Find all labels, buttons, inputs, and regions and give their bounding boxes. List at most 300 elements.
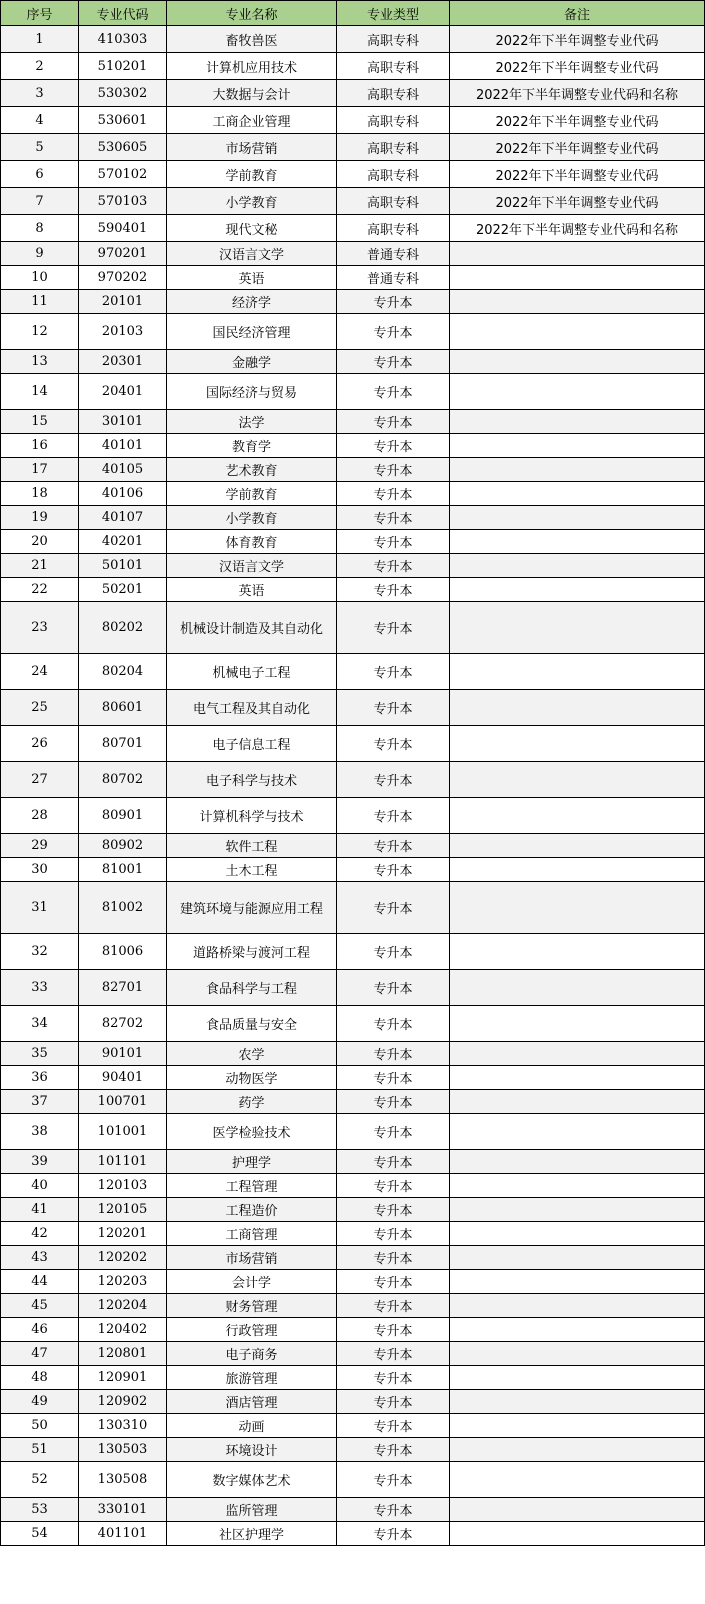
row-name: 大数据与会计 [167, 80, 337, 107]
row-seq: 4 [1, 107, 79, 134]
row-type: 专升本 [337, 834, 450, 858]
table-row [1, 1270, 705, 1294]
row-name: 土木工程 [167, 858, 337, 882]
row-seq: 41 [1, 1198, 79, 1222]
row-code: 570102 [79, 161, 167, 188]
table-row [1, 458, 705, 482]
row-type: 专升本 [337, 726, 450, 762]
row-type: 专升本 [337, 482, 450, 506]
row-name: 动物医学 [167, 1066, 337, 1090]
table-row [1, 53, 705, 80]
row-note: 2022年下半年调整专业代码 [450, 107, 705, 134]
row-code: 20103 [79, 314, 167, 350]
row-seq: 32 [1, 934, 79, 970]
row-type: 专升本 [337, 314, 450, 350]
row-seq: 31 [1, 882, 79, 934]
row-type: 高职专科 [337, 161, 450, 188]
row-seq: 12 [1, 314, 79, 350]
table-row [1, 1246, 705, 1270]
row-type: 专升本 [337, 1246, 450, 1270]
row-code: 101101 [79, 1150, 167, 1174]
row-name: 电气工程及其自动化 [167, 690, 337, 726]
row-seq: 17 [1, 458, 79, 482]
row-name: 经济学 [167, 290, 337, 314]
row-type: 专升本 [337, 1414, 450, 1438]
row-type: 高职专科 [337, 215, 450, 242]
row-code: 90401 [79, 1066, 167, 1090]
row-note [450, 654, 705, 690]
row-name: 汉语言文学 [167, 554, 337, 578]
row-code: 40107 [79, 506, 167, 530]
row-note [450, 1270, 705, 1294]
row-code: 120103 [79, 1174, 167, 1198]
table-header [1, 1, 705, 26]
row-type: 专升本 [337, 1390, 450, 1414]
row-note [450, 834, 705, 858]
header-note: 备注 [450, 1, 705, 26]
row-type: 专升本 [337, 1342, 450, 1366]
row-name: 电子商务 [167, 1342, 337, 1366]
row-type: 专升本 [337, 882, 450, 934]
row-note [450, 1174, 705, 1198]
row-type: 专升本 [337, 1366, 450, 1390]
row-note: 2022年下半年调整专业代码 [450, 188, 705, 215]
row-code: 120202 [79, 1246, 167, 1270]
row-type: 高职专科 [337, 134, 450, 161]
row-type: 专升本 [337, 434, 450, 458]
row-name: 道路桥梁与渡河工程 [167, 934, 337, 970]
row-type: 专升本 [337, 1174, 450, 1198]
row-type: 专升本 [337, 1438, 450, 1462]
header-name: 专业名称 [167, 1, 337, 26]
table-row [1, 882, 705, 934]
row-seq: 50 [1, 1414, 79, 1438]
row-type: 专升本 [337, 458, 450, 482]
row-name: 学前教育 [167, 482, 337, 506]
header-type: 专业类型 [337, 1, 450, 26]
row-seq: 46 [1, 1318, 79, 1342]
row-code: 80601 [79, 690, 167, 726]
row-seq: 1 [1, 26, 79, 53]
row-code: 530605 [79, 134, 167, 161]
row-note [450, 858, 705, 882]
row-name: 社区护理学 [167, 1522, 337, 1546]
row-type: 专升本 [337, 762, 450, 798]
row-type: 专升本 [337, 1318, 450, 1342]
row-name: 现代文秘 [167, 215, 337, 242]
row-code: 130508 [79, 1462, 167, 1498]
row-name: 艺术教育 [167, 458, 337, 482]
row-type: 专升本 [337, 858, 450, 882]
row-note [450, 314, 705, 350]
row-code: 970201 [79, 242, 167, 266]
row-type: 专升本 [337, 934, 450, 970]
row-seq: 36 [1, 1066, 79, 1090]
row-name: 食品科学与工程 [167, 970, 337, 1006]
table-row [1, 1414, 705, 1438]
row-seq: 15 [1, 410, 79, 434]
table-row [1, 188, 705, 215]
row-name: 小学教育 [167, 188, 337, 215]
row-seq: 54 [1, 1522, 79, 1546]
row-code: 130310 [79, 1414, 167, 1438]
row-note [450, 1414, 705, 1438]
table-row [1, 506, 705, 530]
row-note [450, 1090, 705, 1114]
row-note [450, 1066, 705, 1090]
row-name: 会计学 [167, 1270, 337, 1294]
row-seq: 23 [1, 602, 79, 654]
row-note [450, 934, 705, 970]
row-code: 570103 [79, 188, 167, 215]
header-code: 专业代码 [79, 1, 167, 26]
row-name: 环境设计 [167, 1438, 337, 1462]
row-seq: 3 [1, 80, 79, 107]
row-name: 教育学 [167, 434, 337, 458]
row-seq: 24 [1, 654, 79, 690]
row-code: 81006 [79, 934, 167, 970]
row-seq: 44 [1, 1270, 79, 1294]
row-seq: 34 [1, 1006, 79, 1042]
row-type: 专升本 [337, 1270, 450, 1294]
row-name: 财务管理 [167, 1294, 337, 1318]
row-type: 专升本 [337, 350, 450, 374]
table-row [1, 1042, 705, 1066]
row-code: 120203 [79, 1270, 167, 1294]
table-row [1, 1462, 705, 1498]
table-row [1, 1498, 705, 1522]
table-row [1, 410, 705, 434]
row-note [450, 242, 705, 266]
row-note [450, 482, 705, 506]
row-name: 药学 [167, 1090, 337, 1114]
row-code: 120901 [79, 1366, 167, 1390]
row-name: 工程管理 [167, 1174, 337, 1198]
row-code: 20301 [79, 350, 167, 374]
row-seq: 45 [1, 1294, 79, 1318]
row-code: 40105 [79, 458, 167, 482]
row-note [450, 1462, 705, 1498]
row-code: 30101 [79, 410, 167, 434]
table-row [1, 1066, 705, 1090]
row-type: 专升本 [337, 506, 450, 530]
row-note: 2022年下半年调整专业代码 [450, 134, 705, 161]
row-code: 80901 [79, 798, 167, 834]
row-seq: 48 [1, 1366, 79, 1390]
table-row [1, 970, 705, 1006]
row-note [450, 374, 705, 410]
row-code: 50101 [79, 554, 167, 578]
row-seq: 9 [1, 242, 79, 266]
row-note [450, 578, 705, 602]
row-code: 120902 [79, 1390, 167, 1414]
table-row [1, 1294, 705, 1318]
table-row [1, 1150, 705, 1174]
row-name: 小学教育 [167, 506, 337, 530]
row-name: 计算机应用技术 [167, 53, 337, 80]
row-code: 590401 [79, 215, 167, 242]
row-name: 护理学 [167, 1150, 337, 1174]
row-name: 学前教育 [167, 161, 337, 188]
row-name: 电子科学与技术 [167, 762, 337, 798]
row-name: 英语 [167, 266, 337, 290]
row-note [450, 290, 705, 314]
row-type: 专升本 [337, 1042, 450, 1066]
row-name: 软件工程 [167, 834, 337, 858]
row-type: 专升本 [337, 970, 450, 1006]
row-note [450, 350, 705, 374]
row-name: 机械设计制造及其自动化 [167, 602, 337, 654]
table-row [1, 602, 705, 654]
row-note [450, 726, 705, 762]
table-row [1, 107, 705, 134]
row-code: 120402 [79, 1318, 167, 1342]
row-code: 50201 [79, 578, 167, 602]
row-type: 专升本 [337, 1462, 450, 1498]
row-note [450, 602, 705, 654]
row-name: 体育教育 [167, 530, 337, 554]
row-name: 市场营销 [167, 134, 337, 161]
row-note [450, 554, 705, 578]
row-note [450, 1150, 705, 1174]
row-note [450, 1294, 705, 1318]
row-note [450, 506, 705, 530]
row-note [450, 970, 705, 1006]
row-name: 数字媒体艺术 [167, 1462, 337, 1498]
row-code: 82702 [79, 1006, 167, 1042]
row-note: 2022年下半年调整专业代码和名称 [450, 80, 705, 107]
row-name: 国民经济管理 [167, 314, 337, 350]
table-row [1, 858, 705, 882]
row-code: 120204 [79, 1294, 167, 1318]
table-row [1, 161, 705, 188]
row-code: 20401 [79, 374, 167, 410]
row-note [450, 1246, 705, 1270]
row-type: 专升本 [337, 654, 450, 690]
row-note [450, 1522, 705, 1546]
row-note [450, 1342, 705, 1366]
row-note [450, 1006, 705, 1042]
row-seq: 20 [1, 530, 79, 554]
row-note [450, 530, 705, 554]
row-seq: 8 [1, 215, 79, 242]
row-seq: 37 [1, 1090, 79, 1114]
row-seq: 33 [1, 970, 79, 1006]
row-name: 国际经济与贸易 [167, 374, 337, 410]
row-code: 970202 [79, 266, 167, 290]
table-row [1, 374, 705, 410]
table-row [1, 554, 705, 578]
row-type: 专升本 [337, 602, 450, 654]
row-type: 专升本 [337, 410, 450, 434]
row-note [450, 1222, 705, 1246]
table-row [1, 1222, 705, 1246]
row-seq: 47 [1, 1342, 79, 1366]
row-type: 专升本 [337, 1150, 450, 1174]
row-note [450, 1114, 705, 1150]
row-seq: 42 [1, 1222, 79, 1246]
row-note [450, 1438, 705, 1462]
row-name: 汉语言文学 [167, 242, 337, 266]
row-code: 120801 [79, 1342, 167, 1366]
table-row [1, 654, 705, 690]
row-code: 80701 [79, 726, 167, 762]
row-seq: 51 [1, 1438, 79, 1462]
row-name: 电子信息工程 [167, 726, 337, 762]
row-code: 120105 [79, 1198, 167, 1222]
row-seq: 10 [1, 266, 79, 290]
row-note [450, 1390, 705, 1414]
row-name: 市场营销 [167, 1246, 337, 1270]
row-code: 82701 [79, 970, 167, 1006]
row-note [450, 882, 705, 934]
row-type: 专升本 [337, 374, 450, 410]
row-name: 工商管理 [167, 1222, 337, 1246]
row-type: 专升本 [337, 1222, 450, 1246]
row-name: 动画 [167, 1414, 337, 1438]
row-code: 101001 [79, 1114, 167, 1150]
row-seq: 19 [1, 506, 79, 530]
table-row [1, 690, 705, 726]
row-name: 法学 [167, 410, 337, 434]
row-code: 330101 [79, 1498, 167, 1522]
row-code: 81002 [79, 882, 167, 934]
table-row [1, 578, 705, 602]
row-type: 专升本 [337, 1090, 450, 1114]
row-code: 20101 [79, 290, 167, 314]
row-note [450, 458, 705, 482]
table-row [1, 134, 705, 161]
row-name: 旅游管理 [167, 1366, 337, 1390]
row-code: 40101 [79, 434, 167, 458]
row-seq: 7 [1, 188, 79, 215]
row-type: 专升本 [337, 1498, 450, 1522]
row-name: 英语 [167, 578, 337, 602]
row-seq: 52 [1, 1462, 79, 1498]
row-seq: 49 [1, 1390, 79, 1414]
table-row [1, 1174, 705, 1198]
row-name: 工商企业管理 [167, 107, 337, 134]
table-row [1, 1114, 705, 1150]
row-code: 80202 [79, 602, 167, 654]
row-type: 专升本 [337, 290, 450, 314]
row-type: 高职专科 [337, 53, 450, 80]
row-seq: 53 [1, 1498, 79, 1522]
row-seq: 11 [1, 290, 79, 314]
row-code: 120201 [79, 1222, 167, 1246]
table-body [1, 26, 705, 1546]
row-type: 专升本 [337, 530, 450, 554]
row-seq: 26 [1, 726, 79, 762]
row-seq: 25 [1, 690, 79, 726]
row-seq: 22 [1, 578, 79, 602]
row-seq: 27 [1, 762, 79, 798]
row-name: 医学检验技术 [167, 1114, 337, 1150]
table-row [1, 1006, 705, 1042]
table-row [1, 1198, 705, 1222]
row-type: 高职专科 [337, 107, 450, 134]
table-row [1, 434, 705, 458]
row-note: 2022年下半年调整专业代码 [450, 53, 705, 80]
row-note [450, 1198, 705, 1222]
row-seq: 39 [1, 1150, 79, 1174]
row-code: 530302 [79, 80, 167, 107]
row-type: 专升本 [337, 554, 450, 578]
table-row [1, 1342, 705, 1366]
row-seq: 29 [1, 834, 79, 858]
row-code: 90101 [79, 1042, 167, 1066]
row-name: 食品质量与安全 [167, 1006, 337, 1042]
row-name: 计算机科学与技术 [167, 798, 337, 834]
row-code: 130503 [79, 1438, 167, 1462]
row-type: 专升本 [337, 578, 450, 602]
row-seq: 28 [1, 798, 79, 834]
row-seq: 14 [1, 374, 79, 410]
row-type: 专升本 [337, 1198, 450, 1222]
row-code: 40201 [79, 530, 167, 554]
row-type: 高职专科 [337, 188, 450, 215]
row-name: 行政管理 [167, 1318, 337, 1342]
row-type: 高职专科 [337, 26, 450, 53]
row-seq: 35 [1, 1042, 79, 1066]
row-name: 畜牧兽医 [167, 26, 337, 53]
header-seq: 序号 [1, 1, 79, 26]
row-note: 2022年下半年调整专业代码 [450, 161, 705, 188]
row-type: 专升本 [337, 1006, 450, 1042]
header-row [1, 1, 705, 26]
row-code: 410303 [79, 26, 167, 53]
row-type: 专升本 [337, 1294, 450, 1318]
table-row [1, 1366, 705, 1390]
table-row [1, 266, 705, 290]
row-type: 专升本 [337, 1522, 450, 1546]
row-code: 401101 [79, 1522, 167, 1546]
row-note [450, 798, 705, 834]
table-row [1, 314, 705, 350]
row-seq: 6 [1, 161, 79, 188]
table-row [1, 482, 705, 506]
table-row [1, 798, 705, 834]
row-seq: 2 [1, 53, 79, 80]
row-note [450, 1042, 705, 1066]
row-code: 80204 [79, 654, 167, 690]
table-row [1, 934, 705, 970]
row-note [450, 410, 705, 434]
row-type: 普通专科 [337, 242, 450, 266]
row-code: 530601 [79, 107, 167, 134]
row-note [450, 1366, 705, 1390]
table-row [1, 242, 705, 266]
row-name: 监所管理 [167, 1498, 337, 1522]
row-name: 酒店管理 [167, 1390, 337, 1414]
row-seq: 43 [1, 1246, 79, 1270]
row-note [450, 1318, 705, 1342]
row-code: 80702 [79, 762, 167, 798]
table-row [1, 350, 705, 374]
row-name: 农学 [167, 1042, 337, 1066]
row-seq: 5 [1, 134, 79, 161]
table-row [1, 80, 705, 107]
table-row [1, 1390, 705, 1414]
row-type: 专升本 [337, 1114, 450, 1150]
row-note: 2022年下半年调整专业代码和名称 [450, 215, 705, 242]
row-type: 专升本 [337, 1066, 450, 1090]
row-seq: 18 [1, 482, 79, 506]
row-seq: 38 [1, 1114, 79, 1150]
row-type: 普通专科 [337, 266, 450, 290]
row-note [450, 266, 705, 290]
row-code: 40106 [79, 482, 167, 506]
